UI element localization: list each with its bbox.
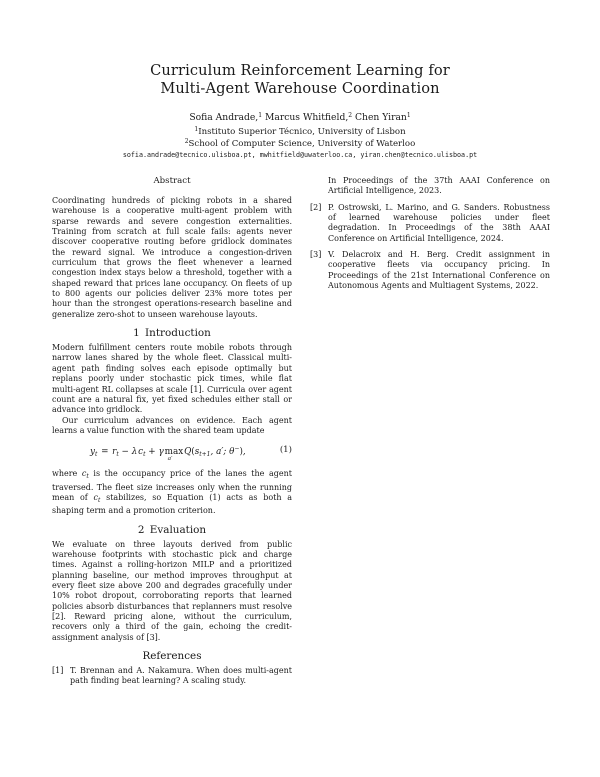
reference-item <box>52 666 292 687</box>
reference-text: P. Ostrowski, L. Marino, and G. Sanders. Robustness of learned warehouse policies under fleet degradation. In Proceedings of the 38th AAAI Conference on Artificial Intelligence, 2024. <box>328 202 550 243</box>
intro-paragraph-1: Modern fulfillment centers route mobile robots through narrow lanes shared by the whole fleet. Classical multi-agent path finding solves each episode optimally but replans poorly under stochastic pick times, while flat multi-agent RL collapses at scale [1]. Curricula over agent count are a natural fix, yet fixed schedules either stall or advance into gridlock. <box>52 343 292 415</box>
author-list: Sofia Andrade,$^1$ Marcus Whitfield,$^2$ Chen Yiran$^1$ <box>189 112 411 123</box>
paper-title <box>0 62 600 98</box>
title-line-1: Curriculum Reinforcement Learning for <box>150 62 450 79</box>
author-name: Chen Yiran <box>355 112 407 123</box>
references-heading: References <box>142 650 202 663</box>
author-name: Sofia Andrade <box>189 112 256 123</box>
reference-item <box>310 250 550 291</box>
reference-number: [2] <box>310 202 322 212</box>
equation-number: (1) <box>279 445 292 456</box>
abstract-heading: Abstract <box>153 176 191 186</box>
title-line-2: Multi-Agent Warehouse Coordination <box>160 80 440 97</box>
section-heading-introduction: 1 Introduction <box>133 327 211 340</box>
affiliation-mark: 1 <box>406 112 411 119</box>
right-column <box>310 176 550 297</box>
author-emails: sofia.andrade@tecnico.ulisboa.pt, mwhitfield@uwaterloo.ca, yiran.chen@tecnico.ulisboa.pt <box>122 151 478 159</box>
affiliation-mark: 1 <box>258 112 263 119</box>
affiliation-mark: 2 <box>348 112 353 119</box>
reference-number: [1] <box>52 666 64 676</box>
abstract-text: Coordinating hundreds of picking robots in a shared warehouse is a cooperative multi-agent problem with sparse rewards and severe congestion externalities. Training from scratch at full scale fails: agents never discover cooperative routing before gridlock dominates the reward signal. We introduce a congestion-driven curriculum that grows the fleet whenever a learned congestion index stays below a threshold, together with a shaped reward that prices lane occupancy. On fleets of up to 800 agents our policies deliver 23% more totes per hour than the strongest operations-research baseline and generalize zero-shot to unseen warehouse layouts. <box>52 196 292 319</box>
affiliation-text: School of Computer Science, University of Waterloo <box>188 139 416 149</box>
intro-paragraph-2: Our curriculum advances on evidence. Each agent learns a value function with the shared team update <box>52 415 292 435</box>
reference-text: T. Brennan and A. Nakamura. When does multi-agent path finding beat learning? A scaling study. <box>70 666 292 686</box>
reference-continuation: In Proceedings of the 37th AAAI Conference on Artificial Intelligence, 2023. <box>328 176 550 196</box>
intro-paragraph-3: where $c_t$ is the occupancy price of the lanes the agent traversed. The fleet size increases only when the running mean of $c_t$ stabilizes, so Equation (1) acts as both a shaping term and a promotion criterion. <box>52 469 293 516</box>
affiliation-mark: 2 <box>184 138 189 145</box>
author-name: Marcus Whitfield <box>264 112 346 123</box>
affiliation-2 <box>0 136 600 150</box>
equation-body: $y_t$ = $r_t - \lambda$ $c_t + \gamma$ max a′ $Q(s_{t+1}$, a′; θ−), <box>90 445 246 463</box>
reference-number: [3] <box>310 250 322 260</box>
reference-text: V. Delacroix and H. Berg. Credit assignment in cooperative fleets via occupancy pricing. In Proceedings of the 21st International Conference on Autonomous Agents and Multiagent Systems, 2022. <box>328 250 550 291</box>
reference-item <box>310 203 550 244</box>
evaluation-paragraph-1: We evaluate on three layouts derived from public warehouse footprints with stochastic pick and charge times. Against a rolling-horizon MILP and a prioritized planning baseline, our method improves throughput at every fleet size above 200 and degrades gracefully under 10% robot dropout, corroborating reports that learned policies absorb disturbances that replanners must resolve [2]. Reward pricing alone, without the curriculum, recovers only a third of the gain, echoing the credit-assignment analysis of [3]. <box>52 539 292 642</box>
section-heading-evaluation: 2 Evaluation <box>137 523 207 536</box>
left-column <box>52 176 292 693</box>
affiliation-mark: 1 <box>194 126 199 133</box>
affiliation-text: Instituto Superior Técnico, University of Lisbon <box>198 127 406 137</box>
equation-1 <box>52 439 292 465</box>
